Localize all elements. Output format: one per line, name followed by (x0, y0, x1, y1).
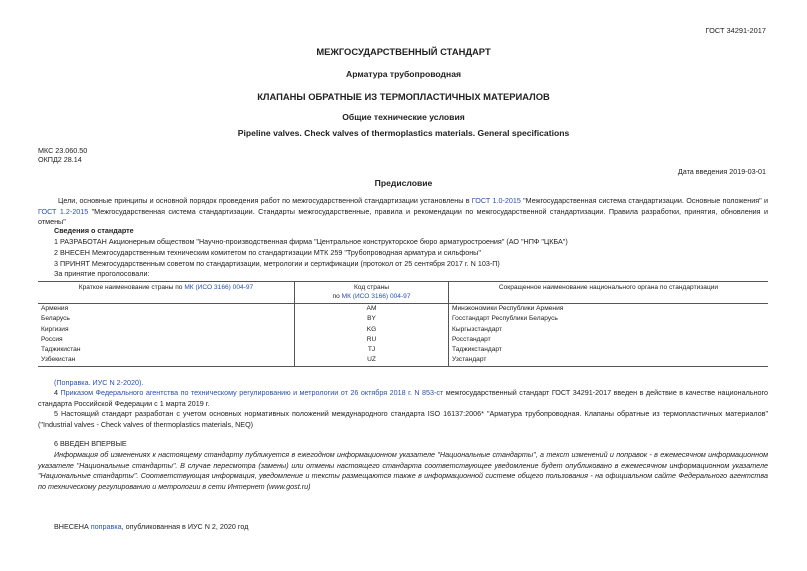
country-cell: Таджикистан (41, 346, 81, 354)
code-cell: AM (295, 304, 449, 315)
states-table (38, 281, 768, 367)
country-cell: Узбекистан (38, 355, 295, 366)
country-cell: Киргизия (41, 325, 69, 333)
item-4: 4 Приказом Федерального агентства по техническому регулированию и метрологии от 26 октября 2018 г. N 853-ст межгосударственный стандарт ГОСТ 34291-2017 введен в действие в качестве национального стандарта Российской Федерации с 1 марта 2019 г. (38, 388, 768, 408)
category-title: Арматура трубопроводная (346, 69, 461, 79)
body-cell: Госстандарт Республики Беларусь (449, 314, 769, 324)
preface-heading: Предисловие (374, 178, 433, 188)
column-header-code: Код страны по МК (ИСО 3166) 004-97 (295, 282, 449, 304)
mk-iso-link[interactable]: МК (ИСО 3166) 004-97 (184, 284, 254, 291)
table-row (38, 325, 768, 335)
item-5: 5 Настоящий стандарт разработан с учетом основных нормативных положений международного стандарта ISO 16137:2006* "Арматура трубопроводная. Клапаны обратные из термопластичных материалов" ("Industrial valves - Check valves of thermoplastics materials, NEQ) (38, 409, 768, 429)
code-cell: KG (295, 325, 449, 335)
amendment-footer: ВНЕСЕНА поправка, опубликованная в ИУС N 2, 2020 год (54, 522, 249, 531)
document-code: ГОСТ 34291-2017 (705, 26, 766, 35)
body-cell: Минэкономики Республики Армения (449, 304, 769, 315)
body-cell: Узстандарт (449, 355, 769, 366)
table-header-row (38, 282, 768, 304)
notice-paragraph: Информация об изменениях к настоящему стандарту публикуется в ежегодном информационном указателе "Национальные стандарты", а текст изменений и поправок - в ежемесячном информационном указателе "Национальные стандарты". В случае пересмотра (замены) или отмены настоящего стандарта соответствующее уведомление будет опубликовано в ежемесячном информационном указателе "Национальные стандарты". Соответствующая информация, уведомление и тексты размещаются также в информационной системе общего пользования - на официальном сайте Федерального агентства по техническому регулированию и метрологии в сети Интернет (www.gost.ru) (38, 450, 768, 491)
body-cell: Кыргызстандарт (449, 325, 769, 335)
table-row (38, 314, 768, 324)
column-header-body: Сокращенное наименование национального органа по стандартизации (449, 282, 769, 304)
table-row (38, 304, 768, 315)
code-cell: TJ (295, 345, 449, 355)
body-cell: Росстандарт (449, 335, 769, 345)
country-cell: Армения (41, 305, 69, 312)
order-853-link[interactable]: Приказом Федерального агентства по техническому регулированию и метрологии от 26 октября 2018 г. N 853-ст (60, 388, 444, 397)
column-header-country: Краткое наименование страны по МК (ИСО 3166) 004-97 (38, 282, 295, 304)
info-heading: Сведения о стандарте (54, 226, 134, 235)
intro-date: Дата введения 2019-03-01 (677, 167, 766, 176)
gost-1-2-link[interactable]: ГОСТ 1.2-2015 (38, 206, 89, 216)
page-title: КЛАПАНЫ ОБРАТНЫЕ ИЗ ТЕРМОПЛАСТИЧНЫХ МАТЕРИАЛОВ (257, 91, 550, 102)
country-cell: Россия (41, 335, 63, 343)
english-title: Pipeline valves. Check valves of thermoplastics materials. General specifications (237, 128, 570, 138)
preface-paragraph: Цели, основные принципы и основной порядок проведения работ по межгосударственной стандартизации установлены в ГОСТ 1.0-2015 "Межгосударственная система стандартизации. Основные положения" и ГОСТ 1.2-2015 "Межгосударственная система стандартизации. Стандарты межгосударственные, правила и рекомендации по межгосударственной стандартизации. Правила разработки, принятия, обновления и отмены" (38, 196, 768, 226)
body-cell: Таджикстандарт (449, 345, 769, 355)
voted-label: За принятие проголосовали: (54, 269, 150, 278)
table-row (38, 335, 768, 345)
table-row (38, 345, 768, 355)
amendment-link[interactable]: (Поправка. ИУС N 2-2020). (54, 378, 144, 387)
okpd-code: ОКПД2 28.14 (38, 155, 82, 164)
code-cell: UZ (295, 355, 449, 366)
table-row (38, 355, 768, 366)
item-2: 2 ВНЕСЕН Межгосударственным техническим комитетом по стандартизации МТК 259 "Трубопроводная арматура и сильфоны" (54, 248, 481, 257)
mks-code: МКС 23.060.50 (38, 146, 88, 155)
item-3: 3 ПРИНЯТ Межгосударственным советом по стандартизации, метрологии и сертификации (протокол от 25 сентября 2017 г. N 103-П) (54, 259, 500, 268)
country-cell: Беларусь (41, 315, 70, 323)
item-6: 6 ВВЕДЕН ВПЕРВЫЕ (54, 439, 127, 448)
item-1: 1 РАЗРАБОТАН Акционерным обществом "Научно-производственная фирма "Центральное конструкторское бюро арматуростроения" (АО "НПФ "ЦКБА") (54, 237, 568, 246)
standard-type: МЕЖГОСУДАРСТВЕННЫЙ СТАНДАРТ (316, 46, 491, 57)
amendment-footer-link[interactable]: поправка (90, 522, 122, 531)
code-cell: RU (295, 335, 449, 345)
gost-1-0-link[interactable]: ГОСТ 1.0-2015 (471, 196, 521, 205)
code-cell: BY (295, 314, 449, 324)
mk-iso-link[interactable]: МК (ИСО 3166) 004-97 (341, 292, 411, 300)
page-subtitle: Общие технические условия (342, 112, 465, 122)
